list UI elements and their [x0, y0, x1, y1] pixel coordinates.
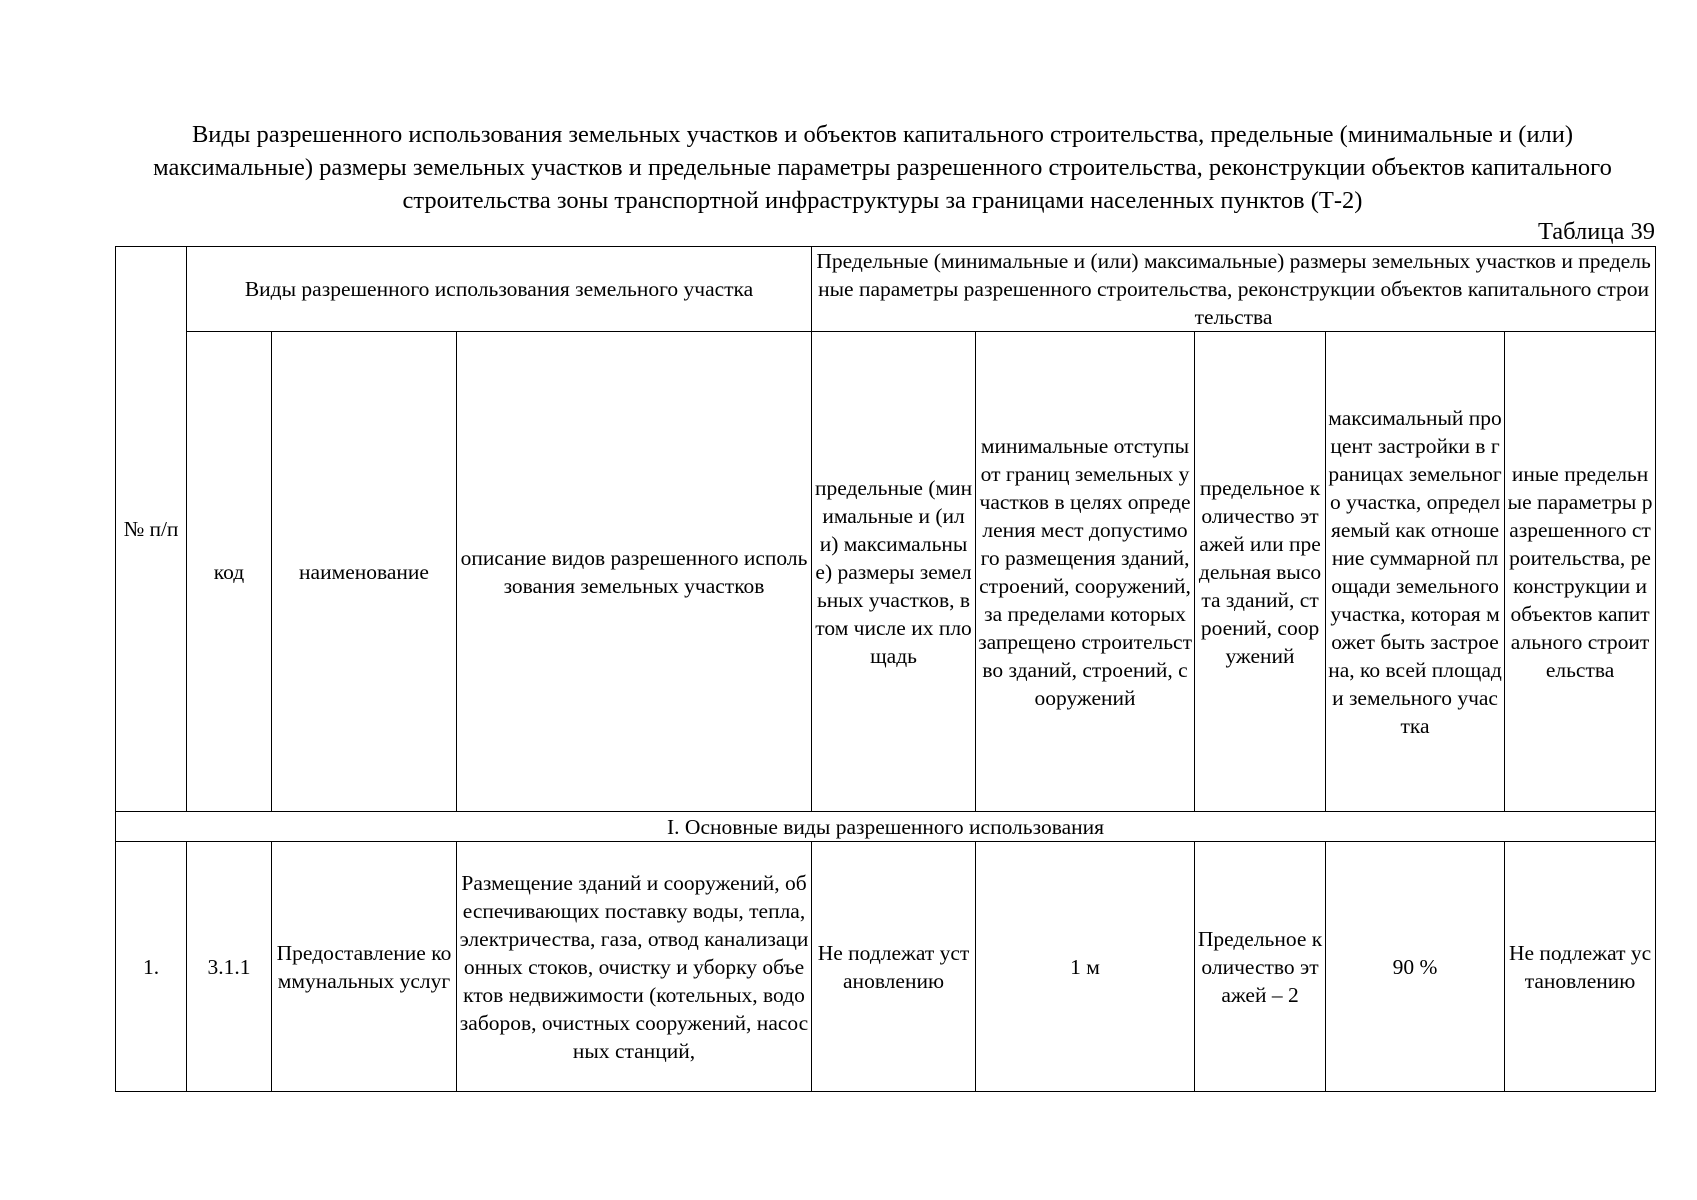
header-floors: предельное количество этажей или предельная высота зданий, строений, сооружений	[1195, 332, 1326, 812]
header-size: предельные (минимальные и (или) максимальные) размеры земельных участков, в том числе их площадь	[812, 332, 976, 812]
header-group-limits: Предельные (минимальные и (или) максимальные) размеры земельных участков и предельные параметры разрешенного строительства, реконструкции объектов капитального строительства	[812, 247, 1656, 332]
header-setback: минимальные отступы от границ земельных участков в целях определения мест допустимого размещения зданий, строений, сооружений, за пределами которых запрещено строительство зданий, строений, сооружений	[976, 332, 1195, 812]
section-title: I. Основные виды разрешенного использования	[116, 812, 1656, 842]
header-other: иные предельные параметры разрешенного строительства, реконструкции и объектов капитального строительства	[1505, 332, 1656, 812]
table-caption: Таблица 39	[1537, 218, 1655, 245]
row-description: Размещение зданий и сооружений, обеспечивающих поставку воды, тепла, электричества, газа, отвод канализационных стоков, очистку и уборку объектов недвижимости (котельных, водозаборов, очистных сооружений, насосных станций,	[457, 842, 812, 1092]
header-coverage: максимальный процент застройки в границах земельного участка, определяемый как отношение суммарной площади земельного участка, которая может быть застроена, ко всей площади земельного участка	[1326, 332, 1505, 812]
header-description: описание видов разрешенного использования земельных участков	[457, 332, 812, 812]
header-name: наименование	[272, 332, 457, 812]
row-other: Не подлежат установлению	[1505, 842, 1656, 1092]
section-row	[116, 812, 1656, 842]
row-size: Не подлежат установлению	[812, 842, 976, 1092]
zoning-table	[115, 246, 1656, 1092]
row-num: 1.	[116, 842, 187, 1092]
row-code: 3.1.1	[187, 842, 272, 1092]
header-row-columns	[116, 332, 1656, 812]
table-row	[116, 842, 1656, 1092]
row-name: Предоставление коммунальных услуг	[272, 842, 457, 1092]
row-setback: 1 м	[976, 842, 1195, 1092]
row-coverage: 90 %	[1326, 842, 1505, 1092]
header-num: № п/п	[116, 247, 187, 812]
header-row-group	[116, 247, 1656, 332]
header-group-usage: Виды разрешенного использования земельного участка	[187, 247, 812, 332]
row-floors: Предельное количество этажей – 2	[1195, 842, 1326, 1092]
document-title: Виды разрешенного использования земельных участков и объектов капитального строительства, предельные (минимальные и (или) максимальные) размеры земельных участков и предельные параметры разрешенного строительства, реконструкции объектов капитального строительства зоны транспортной инфраструктуры за границами населенных пунктов (Т-2)	[153, 121, 1612, 214]
header-code: код	[187, 332, 272, 812]
